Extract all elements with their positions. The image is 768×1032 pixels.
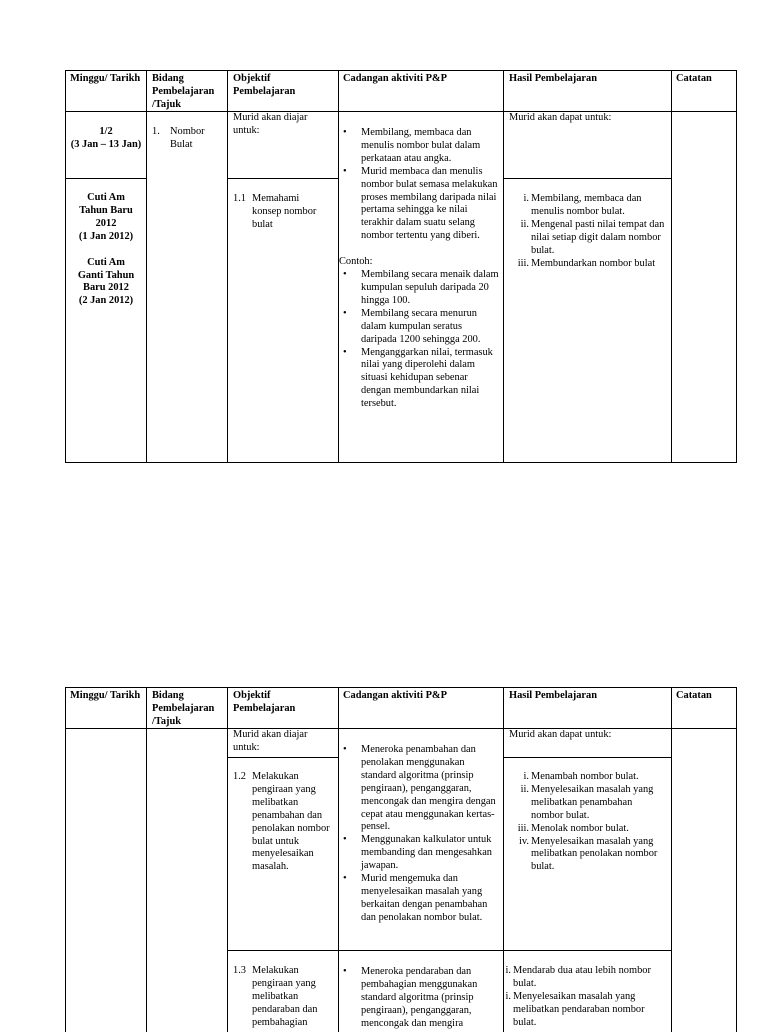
objective-text: Melakukan pengiraan yang melibatkan pendaraban dan pembahagian	[252, 965, 318, 1028]
activity-item: • Murid mengemuka dan menyelesaikan masalah yang berkaitan dengan penambahan dan penolakan nombor bulat.	[339, 873, 501, 925]
week-dates: (3 Jan – 13 Jan)	[70, 138, 142, 150]
header-cadangan: Cadangan aktiviti P&P	[343, 690, 447, 701]
header-cadangan: Cadangan aktiviti P&P	[343, 73, 447, 84]
outcome-item: ii. Mengenal pasti nilai tempat dan nilai setiap digit dalam nombor bulat.	[520, 218, 665, 256]
outcome-intro: Murid akan dapat untuk:	[509, 729, 612, 740]
header-bidang: Bidang Pembelajaran /Tajuk	[152, 73, 215, 110]
outcome-item: i. Mendarab dua atau lebih nombor bulat.	[505, 965, 651, 989]
holiday-line: Baru 2012	[83, 282, 129, 294]
activities-cell	[339, 127, 500, 411]
outcomes-cell	[503, 965, 669, 1030]
outcomes-cell	[509, 771, 667, 874]
objective-text: Melakukan pengiraan yang melibatkan penambahan dan penolakan nombor bulat untuk menyelesaikan masalah.	[252, 771, 330, 873]
header-minggu: Minggu/ Tarikh	[70, 73, 141, 84]
objective-number: 1.3	[233, 965, 246, 976]
week-cell	[70, 126, 142, 152]
example-item: • Membilang secara menurun dalam kumpulan seratus daripada 1200 sehingga 200.	[339, 308, 500, 347]
week-number: 1/2	[99, 126, 113, 137]
holiday-line: (1 Jan 2012)	[78, 230, 134, 242]
outcomes-cell	[509, 193, 667, 270]
topic-cell	[152, 126, 226, 152]
activity-item: • Murid membaca dan menulis nombor bulat semasa melakukan proses membilang daripada nilai pertama sehingga ke nilai terakhir dalam suatu selang nombor tertentu yang diberi.	[339, 166, 500, 243]
objective-cell	[233, 771, 335, 874]
outcome-item: i. Menambah nombor bulat.	[523, 771, 639, 782]
holiday-line: Ganti Tahun	[77, 269, 135, 281]
header-objektif: Objektif Pembelajaran	[233, 73, 296, 97]
header-minggu: Minggu/ Tarikh	[70, 690, 141, 701]
activities-cell	[339, 966, 501, 1031]
topic-title: Nombor Bulat	[170, 126, 205, 150]
outcome-intro: Murid akan dapat untuk:	[509, 112, 612, 123]
outcome-item: i. Menyelesaikan masalah yang melibatkan pendaraban nombor bulat.	[505, 990, 645, 1028]
objective-text: Memahami konsep nombor bulat	[252, 193, 317, 230]
activity-item: • Meneroka pendaraban dan pembahagian menggunakan standard algoritma (prinsip pengiraan), penganggaran, mencongak dan mengira	[339, 966, 501, 1031]
header-objektif: Objektif Pembelajaran	[233, 690, 296, 714]
activity-item: • Menggunakan kalkulator untuk membanding dan mengesahkan jawapan.	[339, 834, 501, 873]
example-item: • Membilang secara menaik dalam kumpulan sepuluh daripada 20 hingga 100.	[339, 269, 500, 308]
lesson-plan-table-week-1	[65, 70, 737, 463]
holiday-cell	[68, 192, 144, 308]
holiday-line: Cuti Am	[87, 256, 125, 268]
activities-cell	[339, 744, 501, 925]
outcome-item: iii. Menolak nombor bulat.	[517, 822, 629, 834]
outcome-item: ii. Menyelesaikan masalah yang melibatkan penambahan nombor bulat.	[520, 783, 654, 821]
header-catatan: Catatan	[676, 690, 712, 701]
activity-item: • Meneroka penambahan dan penolakan menggunakan standard algoritma (prinsip pengiraan), penganggaran, mencongak dan mengira dengan cepat atau menggunakan kertas-pensel.	[339, 744, 501, 834]
outcome-item: iii. Membundarkan nombor bulat	[517, 257, 656, 269]
objective-number: 1.1	[233, 193, 246, 204]
objective-intro: Murid akan diajar untuk:	[233, 729, 308, 753]
objective-cell	[233, 965, 335, 1030]
example-label: Contoh:	[339, 256, 373, 268]
lesson-plan-table-continued	[65, 687, 737, 1032]
objective-number: 1.2	[233, 771, 246, 782]
objective-cell	[233, 193, 335, 232]
holiday-line: 2012	[95, 217, 117, 229]
holiday-line: (2 Jan 2012)	[78, 295, 134, 307]
example-item: • Menganggarkan nilai, termasuk nilai yang diperolehi dalam situasi kehidupan sebenar dengan membundarkan nilai tersebut.	[339, 347, 500, 412]
outcome-item: i. Membilang, membaca dan menulis nombor bulat.	[523, 193, 642, 217]
holiday-line: Tahun Baru	[79, 204, 133, 216]
header-bidang: Bidang Pembelajaran /Tajuk	[152, 690, 215, 727]
activity-item: • Membilang, membaca dan menulis nombor bulat dalam perkataan atau angka.	[339, 127, 500, 166]
outcome-item: iv. Menyelesaikan masalah yang melibatkan penolakan nombor bulat.	[518, 835, 658, 873]
holiday-line: Cuti Am	[87, 192, 125, 203]
header-hasil: Hasil Pembelajaran	[509, 73, 598, 84]
objective-intro: Murid akan diajar untuk:	[233, 112, 308, 136]
header-catatan: Catatan	[676, 73, 712, 84]
topic-number: 1.	[152, 126, 160, 137]
header-hasil: Hasil Pembelajaran	[509, 690, 598, 701]
